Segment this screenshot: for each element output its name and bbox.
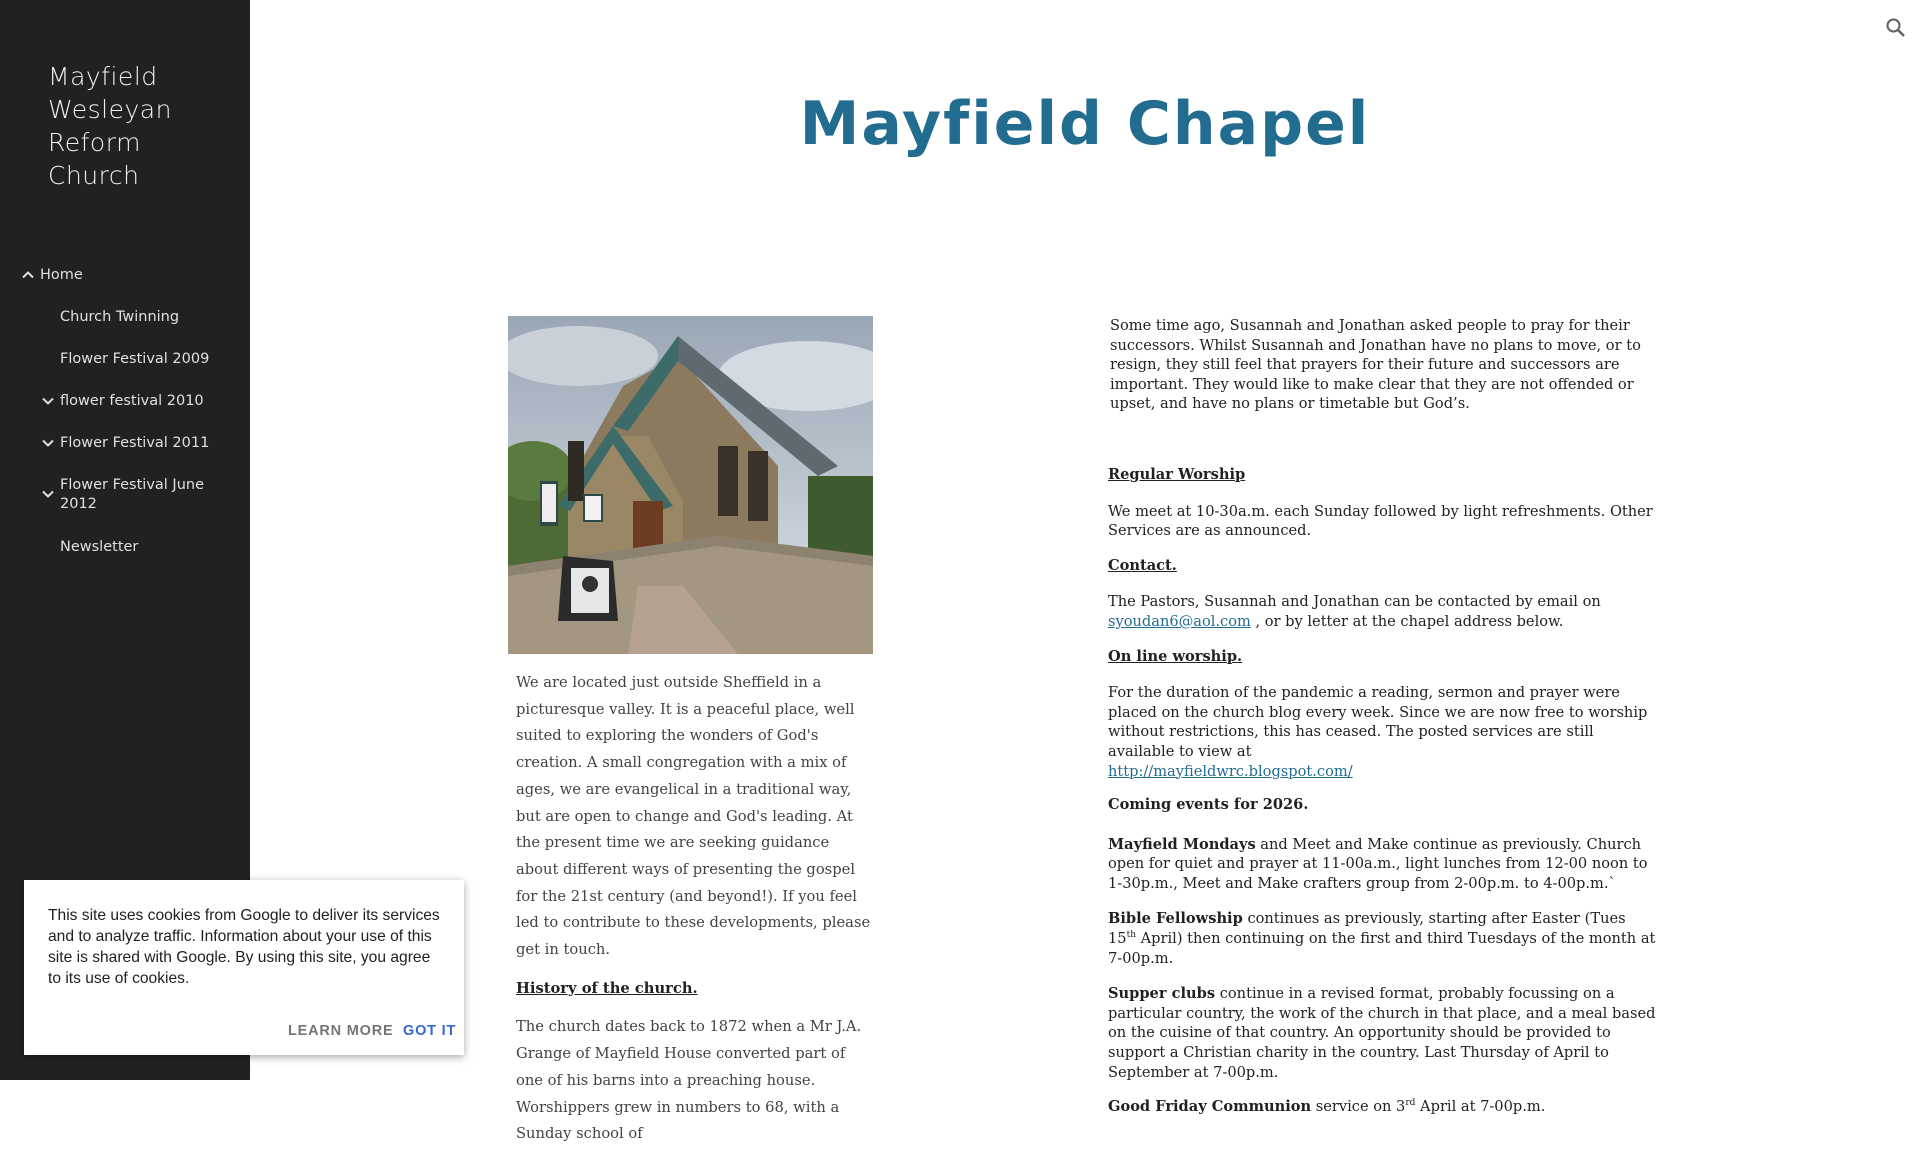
contact-paragraph (1108, 592, 1658, 631)
sidebar-item-flower-festival-2011[interactable] (0, 426, 250, 460)
sidebar-item-flower-festival-2009[interactable] (0, 342, 250, 376)
friday-text-tail: April at 7-00p.m. (1415, 1098, 1546, 1116)
online-paragraph (1108, 683, 1658, 781)
intro-paragraph: We are located just outside Sheffield in a picturesque valley. It is a peaceful place, well suited to exploring the wonders of God's creation. A small congregation with a mix of ages, we are evangelical in a traditional way, but are open to change and God's leading. At the present time we are seeking guidance about different ways of presenting the gospel for the 21st century (and beyond!). If you feel led to contribute to these developments, please get in touch. (516, 674, 871, 959)
online-heading: On line worship. (1108, 647, 1243, 665)
bible-text-tail: April) then continuing on the first and third Tuesdays of the month at 7-00p.m. (1108, 930, 1656, 967)
friday-sup: rd (1405, 1098, 1416, 1109)
mondays-title: Mayfield Mondays (1108, 835, 1256, 853)
left-column (516, 670, 874, 1160)
successors-paragraph: Some time ago, Susannah and Jonathan asked people to pray for their successors. Whilst Susannah and Jonathan have no plans to move, or to resign, they still feel that prayers for their future and successors are important. They would like to make clear that they are not offended or upset, and have no plans or timetable but God’s. (1110, 317, 1641, 413)
chapel-photo (508, 316, 873, 654)
events-heading: Coming events for 2026. (1108, 796, 1309, 814)
sidebar-item-label: flower festival 2010 (60, 393, 204, 409)
sidebar-item-flower-festival-2010[interactable] (0, 384, 250, 418)
worship-paragraph: We meet at 10-30a.m. each Sunday followed by light refreshments. Other Services are as announced. (1108, 502, 1653, 540)
site-title[interactable]: Mayfield Wesleyan Reform Church (48, 62, 172, 190)
bible-text: continues as previously, starting after Easter (Tues 15 (1108, 910, 1626, 948)
worship-heading: Regular Worship (1108, 465, 1246, 483)
sidebar-item-church-twinning[interactable] (0, 300, 250, 334)
contact-email-link[interactable]: syoudan6@aol.com (1108, 612, 1251, 630)
sidebar-item-flower-festival-june-2012[interactable] (0, 468, 250, 522)
history-heading: History of the church. (516, 979, 698, 997)
chevron-up-icon[interactable] (20, 267, 36, 283)
chevron-down-icon[interactable] (40, 486, 56, 502)
mondays-paragraph (1108, 835, 1658, 894)
sidebar-item-label: Flower Festival June 2012 (60, 477, 205, 512)
sidebar-item-label: Church Twinning (60, 309, 180, 325)
supper-title: Supper clubs (1108, 985, 1216, 1003)
sidebar-item-home[interactable] (0, 258, 250, 292)
sidebar-item-label: Newsletter (60, 539, 139, 555)
chevron-down-icon[interactable] (40, 435, 56, 451)
search-button[interactable] (1884, 16, 1908, 40)
learn-more-button[interactable]: LEARN MORE (288, 1023, 394, 1039)
page-title: Mayfield Chapel (799, 89, 1371, 159)
mondays-text: and Meet and Make continue as previously. Church open for quiet and prayer at 11-00a.m., light lunches from 12-00 noon to 1-30p.m., Meet and Make crafters group from 2-00p.m. to 4-00p.m.` (1108, 835, 1648, 892)
contact-heading: Contact. (1108, 556, 1177, 574)
got-it-button[interactable]: GOT IT (403, 1023, 457, 1039)
friday-paragraph (1108, 1097, 1658, 1117)
sidebar-item-label: Home (40, 267, 83, 283)
blog-link[interactable]: http://mayfieldwrc.blogspot.com/ (1108, 762, 1353, 780)
sidebar-item-label: Flower Festival 2011 (60, 435, 210, 451)
contact-text-tail: , or by letter at the chapel address below. (1250, 612, 1564, 630)
cookie-text: This site uses cookies from Google to deliver its services and to analyze traffic. Information about your use of this site is shared with Google. By using this site, you agree to its use of cookies. (48, 907, 440, 987)
bible-paragraph (1108, 909, 1658, 968)
sidebar-nav (0, 258, 250, 555)
contact-text: The Pastors, Susannah and Jonathan can be contacted by email on (1108, 593, 1601, 611)
supper-text: continue in a revised format, probably focussing on a particular country, the work of the church in that place, and a meal based on the cuisine of that country. An opportunity should be provided to support a Christian charity in the country. Last Thursday of April to September at 7-00p.m. (1108, 985, 1656, 1081)
bible-title: Bible Fellowship (1108, 910, 1243, 928)
chevron-down-icon[interactable] (40, 393, 56, 409)
friday-title: Good Friday Communion (1108, 1098, 1312, 1116)
bible-sup: th (1126, 930, 1136, 941)
search-icon (1884, 16, 1908, 40)
sidebar-item-label: Flower Festival 2009 (60, 351, 210, 367)
right-column (1108, 316, 1658, 1117)
online-text: For the duration of the pandemic a reading, sermon and prayer were placed on the church blog every week. Since we are now free to worship without restrictions, this has ceased. The posted services are still available to view at (1108, 684, 1648, 760)
history-paragraph: The church dates back to 1872 when a Mr J.A. Grange of Mayfield House converted part of one of his barns into a preaching house. Worshippers grew in numbers to 68, with a Sunday school of (516, 1018, 862, 1143)
cookie-banner (24, 880, 464, 1055)
friday-text: service on 3 (1311, 1098, 1406, 1116)
sidebar-item-newsletter[interactable] (0, 530, 250, 564)
supper-paragraph (1108, 984, 1658, 1082)
